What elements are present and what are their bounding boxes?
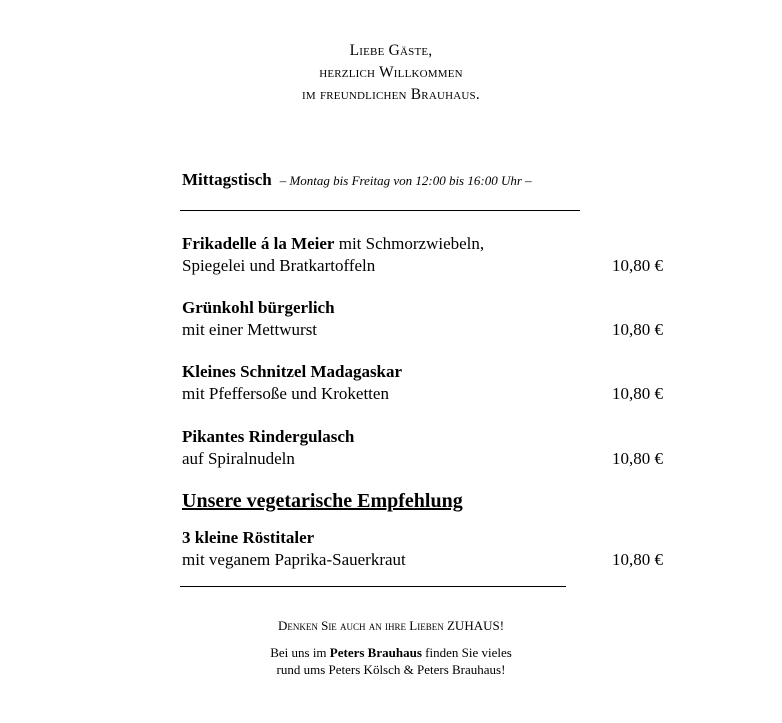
greeting-line: Liebe Gäste, [349, 42, 433, 59]
dish-price: 10,80 € [612, 256, 663, 275]
menu-item [182, 527, 406, 571]
lunch-header [182, 170, 532, 190]
lunch-title: Mittagstisch [182, 170, 272, 189]
menu-item [182, 361, 402, 405]
menu-item [182, 233, 484, 277]
dish-description: mit Schmorzwiebeln, [334, 234, 485, 253]
dish-name: Kleines Schnitzel Madagaskar [182, 362, 403, 381]
lunch-hours: – Montag bis Freitag von 12:00 bis 16:00 Uhr – [279, 173, 532, 188]
greeting-line: im freundlichen Brauhaus. [302, 86, 480, 103]
dish-price: 10,80 € [612, 550, 663, 569]
footer-reminder: Denken Sie auch an ihre Lieben ZUHAUS! [277, 618, 505, 633]
greeting [0, 40, 782, 106]
divider [180, 586, 566, 587]
dish-name: Frikadelle á la Meier [182, 234, 335, 253]
dish-price: 10,80 € [612, 320, 663, 339]
dish-description: mit Pfeffersoße und Kroketten [182, 384, 389, 403]
dish-description: Spiegelei und Bratkartoffeln [182, 256, 376, 275]
dish-description: mit veganem Paprika-Sauerkraut [182, 550, 406, 569]
menu-item [182, 297, 335, 341]
dish-name: Pikantes Rindergulasch [182, 427, 355, 446]
dish-name: 3 kleine Röstitaler [182, 528, 315, 547]
footer-text [0, 644, 782, 678]
menu-item [182, 426, 354, 470]
footer-text-part: Bei uns im [270, 645, 330, 660]
footer-text-part: finden Sie vieles [421, 645, 512, 660]
dish-description: mit einer Mettwurst [182, 320, 318, 339]
dish-price: 10,80 € [612, 384, 663, 403]
dish-description: auf Spiralnudeln [182, 449, 295, 468]
dish-price: 10,80 € [612, 449, 663, 468]
vegetarian-heading: Unsere vegetarische Empfehlung [182, 490, 463, 512]
divider [180, 210, 580, 211]
dish-name: Grünkohl bürgerlich [182, 298, 335, 317]
greeting-line: herzlich Willkommen [319, 64, 463, 81]
brand-name: Peters Brauhaus [329, 645, 422, 660]
footer-line: rund ums Peters Kölsch & Peters Brauhaus! [276, 662, 506, 677]
